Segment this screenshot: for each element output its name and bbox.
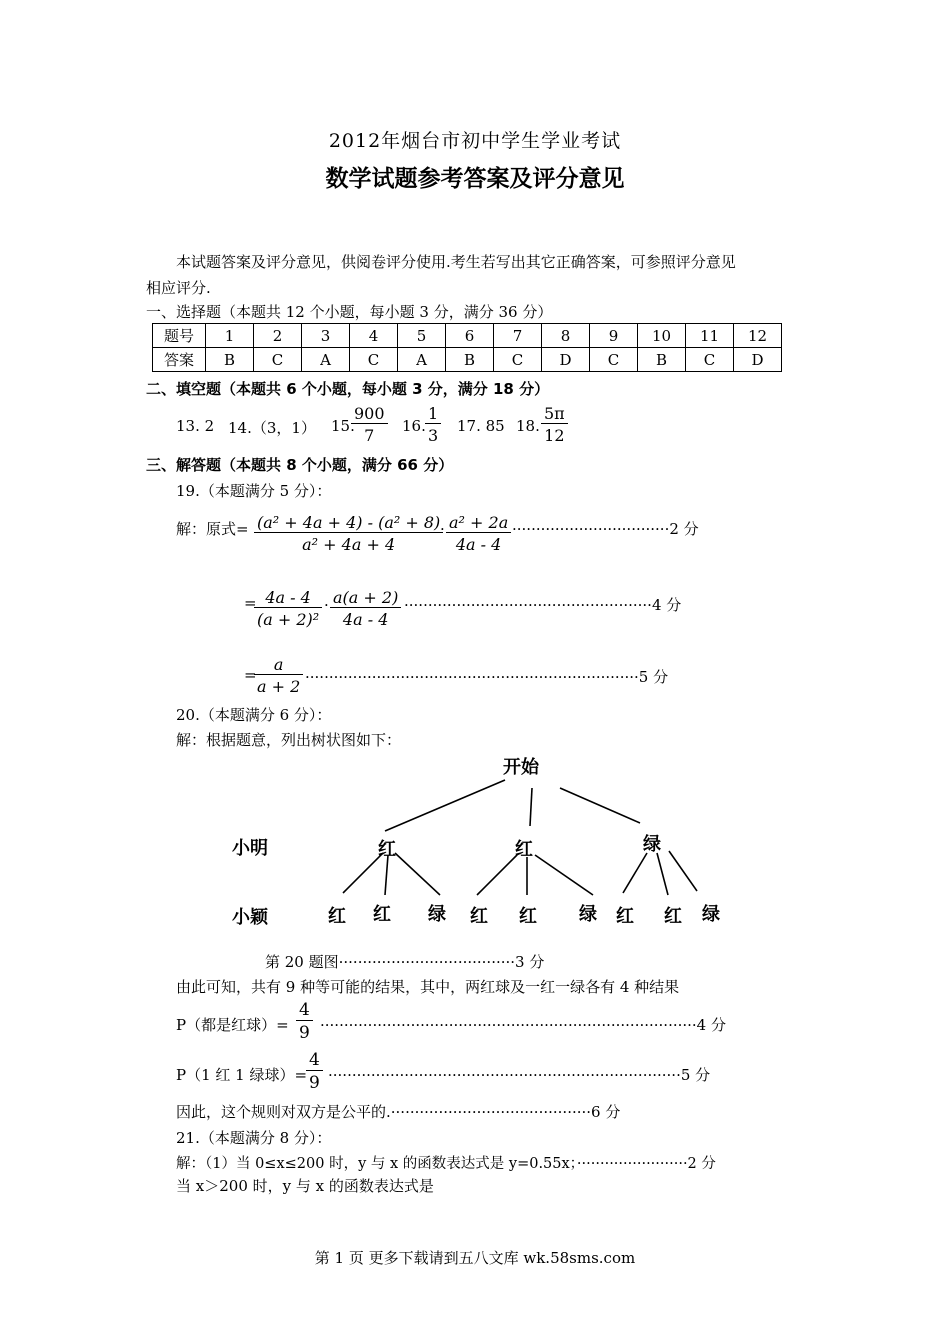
table-cell: 12: [734, 324, 782, 348]
section-1-heading: 一、选择题（本题共 12 个小题，每小题 3 分，满分 36 分）: [146, 303, 553, 321]
fraction-denominator: 4a - 4: [455, 535, 502, 554]
tree-leaf: 绿: [579, 904, 597, 925]
doc-subtitle: 数学试题参考答案及评分意见: [325, 166, 625, 192]
tree-leaf: 绿: [428, 904, 446, 925]
table-cell: C: [590, 348, 638, 372]
table-cell: 1: [206, 324, 254, 348]
multiply-dot: ·: [440, 520, 445, 538]
fill-16-label: 16.: [402, 417, 426, 435]
fill-17: 17. 85: [457, 417, 505, 435]
table-cell: B: [446, 348, 494, 372]
fill-15-label: 15.: [331, 417, 355, 435]
table-cell: B: [206, 348, 254, 372]
q20-header: 20.（本题满分 6 分）：: [176, 706, 332, 724]
tree-edge: [530, 788, 532, 826]
q20-intro: 解：根据题意，列出树状图如下：: [176, 731, 402, 749]
q20-p1-label: P（都是红球）=: [176, 1016, 289, 1034]
q20-p2-score: ··········································································5 分: [328, 1066, 711, 1084]
tree-leaf: 红: [373, 904, 391, 925]
table-row-numbers: [153, 324, 782, 348]
table-cell: C: [494, 348, 542, 372]
table-cell: 2: [254, 324, 302, 348]
tree-edge: [385, 855, 388, 895]
q20-conclusion: 因此，这个规则对双方是公平的.··········································6 分: [176, 1103, 621, 1121]
equals-sign: =: [244, 666, 257, 684]
fraction-denominator: a² + 4a + 4: [302, 535, 396, 554]
q20-p2-fraction: [306, 1050, 323, 1093]
fill-16-fraction: [425, 404, 441, 445]
fraction-numerator: 900: [351, 404, 388, 424]
fill-14: 14.（3，1）: [228, 419, 316, 437]
table-cell: 11: [686, 324, 734, 348]
section-2-heading: 二、填空题（本题共 6 个小题，每小题 3 分，满分 18 分）: [146, 380, 550, 398]
tree-edge: [477, 855, 517, 895]
table-cell: D: [542, 348, 590, 372]
q19-fraction-4: [330, 588, 401, 629]
tree-leaf: 红: [664, 906, 682, 927]
fraction-numerator: (a² + 4a + 4) - (a² + 8): [254, 513, 443, 533]
tree-node: 红: [515, 839, 533, 860]
tree-edge: [343, 853, 383, 893]
multiply-dot: ·: [324, 596, 329, 614]
table-cell: 9: [590, 324, 638, 348]
tree-edge: [623, 853, 647, 893]
page-footer: 第 1 页 更多下载请到五八文库 wk.58sms.com: [314, 1249, 636, 1267]
q20-p1-fraction: [296, 1000, 313, 1043]
tree-leaf: 红: [616, 906, 634, 927]
intro-line-1: 本试题答案及评分意见，供阅卷评分使用.考生若写出其它正确答案，可参照评分意见: [176, 253, 736, 271]
intro-line-2: 相应评分.: [146, 279, 211, 297]
table-cell: D: [734, 348, 782, 372]
table-cell: 5: [398, 324, 446, 348]
tree-edge: [385, 780, 505, 831]
fraction-denominator: 12: [544, 426, 565, 445]
table-cell: 10: [638, 324, 686, 348]
table-cell: 3: [302, 324, 350, 348]
fraction-numerator: 1: [425, 404, 441, 424]
fraction-numerator: 5π: [541, 404, 568, 424]
fraction-denominator: (a + 2)²: [257, 610, 320, 629]
q21-line-2: 当 x＞200 时，y 与 x 的函数表达式是: [176, 1177, 434, 1195]
table-cell: A: [302, 348, 350, 372]
q19-header: 19.（本题满分 5 分）：: [176, 482, 332, 500]
fraction-numerator: 4: [296, 1000, 313, 1021]
tree-root: 开始: [503, 757, 539, 778]
q20-p1-score: ···············································································4 分: [320, 1016, 726, 1034]
q19-prefix: 解：原式=: [176, 520, 249, 538]
table-cell: A: [398, 348, 446, 372]
tree-row-label-xiaoying: 小颖: [232, 907, 268, 928]
q19-fraction-2: [446, 513, 511, 554]
table-cell: 6: [446, 324, 494, 348]
fill-18-fraction: [541, 404, 568, 445]
q19-fraction-3: [254, 588, 322, 629]
table-row1-label: 题号: [153, 324, 206, 348]
doc-title: 2012年烟台市初中学生学业考试: [328, 130, 622, 152]
table-cell: C: [254, 348, 302, 372]
fraction-denominator: 9: [309, 1073, 320, 1093]
tree-edge: [535, 855, 593, 895]
table-cell: B: [638, 348, 686, 372]
fill-18-label: 18.: [516, 417, 540, 435]
table-cell: C: [686, 348, 734, 372]
fill-15-fraction: [351, 404, 388, 445]
q21-header: 21.（本题满分 8 分）：: [176, 1129, 332, 1147]
q19-score-1: ·································2 分: [512, 520, 699, 538]
tree-node: 红: [378, 839, 396, 860]
tree-row-label-xiaoming: 小明: [232, 838, 268, 859]
q20-p2-label: P（1 红 1 绿球）=: [176, 1066, 308, 1084]
tree-edge: [560, 788, 640, 823]
table-cell: 4: [350, 324, 398, 348]
fraction-denominator: 3: [428, 426, 439, 445]
tree-node: 绿: [643, 834, 661, 855]
table-cell: 8: [542, 324, 590, 348]
q19-score-2: ····················································4 分: [404, 596, 682, 614]
fraction-numerator: 4: [306, 1050, 323, 1071]
q19-fraction-1: [254, 513, 443, 554]
section-3-heading: 三、解答题（本题共 8 个小题，满分 66 分）: [146, 456, 454, 474]
fraction-denominator: 4a - 4: [342, 610, 389, 629]
table-cell: C: [350, 348, 398, 372]
q21-line-1: 解：（1）当 0≤x≤200 时，y 与 x 的函数表达式是 y=0.55x；························2 分: [176, 1156, 716, 1172]
fraction-denominator: 9: [299, 1023, 310, 1043]
table-row-answers: [153, 348, 782, 372]
tree-edge: [395, 853, 440, 895]
fraction-numerator: a² + 2a: [446, 513, 511, 533]
figure-caption: 第 20 题图·····································3 分: [265, 953, 545, 971]
tree-edge: [657, 853, 668, 895]
tree-leaf: 红: [328, 906, 346, 927]
table-row2-label: 答案: [153, 348, 206, 372]
q20-line-1: 由此可知，共有 9 种等可能的结果，其中，两红球及一红一绿各有 4 种结果: [176, 978, 680, 996]
equals-sign: =: [244, 594, 257, 612]
answer-table: [152, 323, 782, 372]
q19-fraction-5: [254, 655, 303, 696]
fill-13: 13. 2: [176, 417, 215, 435]
fraction-numerator: 4a - 4: [254, 588, 322, 608]
tree-leaf: 红: [470, 906, 488, 927]
fraction-denominator: 7: [364, 426, 375, 445]
tree-edge: [669, 851, 697, 891]
table-cell: 7: [494, 324, 542, 348]
fraction-numerator: a(a + 2): [330, 588, 401, 608]
tree-leaf: 绿: [702, 904, 720, 925]
fraction-denominator: a + 2: [257, 677, 301, 696]
fraction-numerator: a: [254, 655, 303, 675]
tree-leaf: 红: [519, 906, 537, 927]
q19-score-3: ······································································5 分: [305, 668, 669, 686]
